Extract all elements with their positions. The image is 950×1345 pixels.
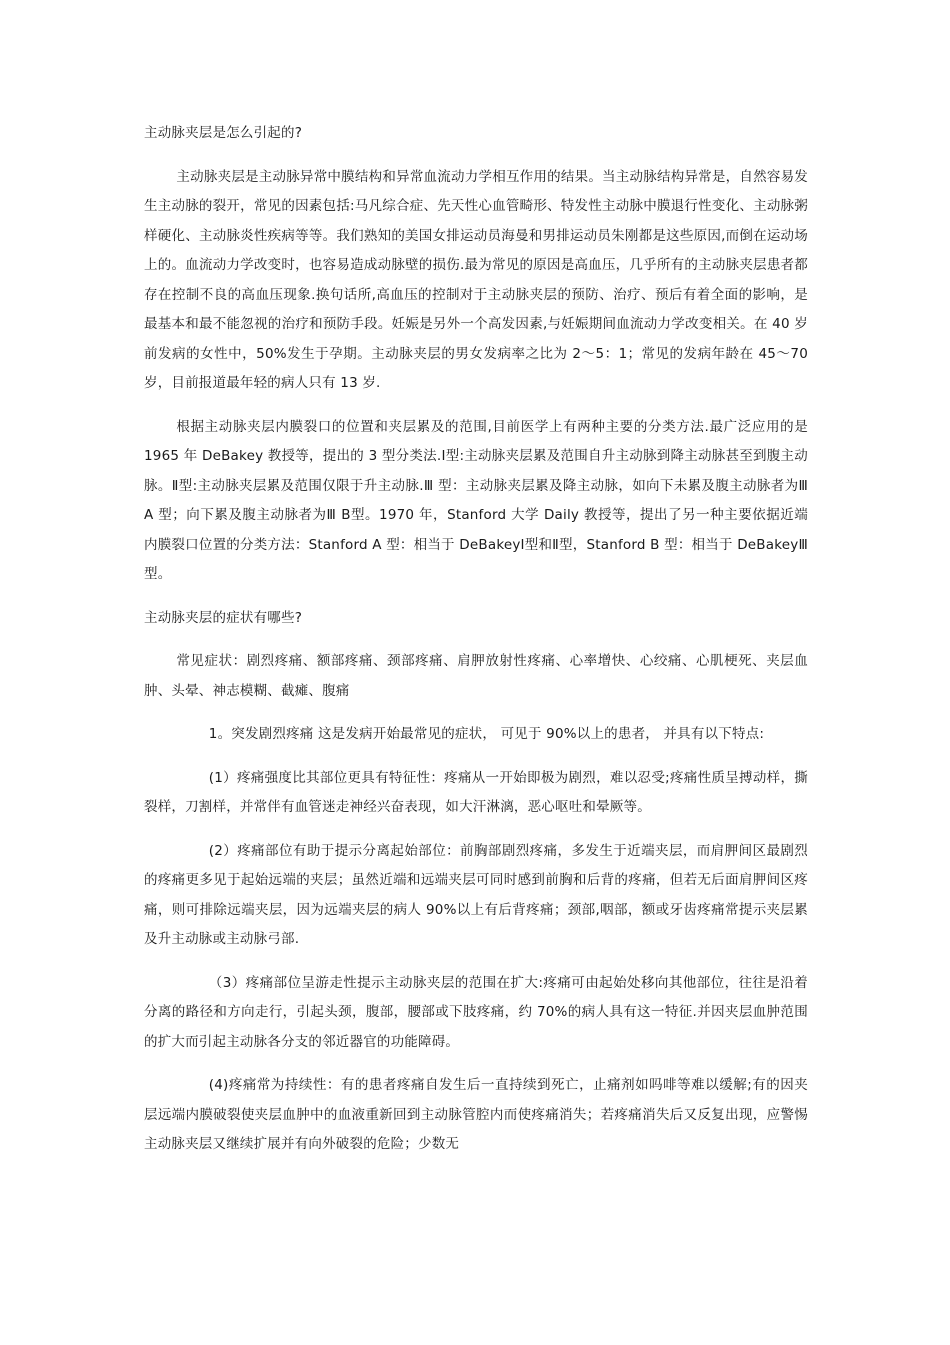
paragraph-causes: 主动脉夹层是主动脉异常中膜结构和异常血流动力学相互作用的结果。当主动脉结构异常是，自然容易发生主动脉的裂开，常见的因素包括:马凡综合症、先天性心血管畸形、特发性主动脉中膜退行性变化、主动脉粥样硬化、主动脉炎性疾病等等。我们熟知的美国女排运动员海曼和男排运动员朱刚都是这些原因,而倒在运动场上的。血流动力学改变时，也容易造成动脉壁的损伤.最为常见的原因是高血压，几乎所有的主动脉夹层患者都存在控制不良的高血压现象.换句话所,高血压的控制对于主动脉夹层的预防、治疗、预后有着全面的影响，是最基本和最不能忽视的治疗和预防手段。妊娠是另外一个高发因素,与妊娠期间血流动力学改变相关。在 40 岁前发病的女性中，50%发生于孕期。主动脉夹层的男女发病率之比为 2～5：1；常见的发病年龄在 45～70 岁，目前报道最年轻的病人只有 13 岁. [144, 168, 808, 391]
document-body [144, 119, 808, 1174]
list-item-pain-persistence: (4)疼痛常为持续性：有的患者疼痛自发生后一直持续到死亡，止痛剂如吗啡等难以缓解;有的因夹层远端内膜破裂使夹层血肿中的血液重新回到主动脉管腔内而使疼痛消失；若疼痛消失后又反复出现，应警惕主动脉夹层又继续扩展并有向外破裂的危险；少数无 [144, 1077, 808, 1152]
paragraph-common-symptoms: 常见症状：剧烈疼痛、额部疼痛、颈部疼痛、肩胛放射性疼痛、心率增快、心绞痛、心肌梗死、夹层血肿、头晕、神志模糊、截瘫、腹痛 [144, 653, 808, 699]
list-item-pain-migration: （3）疼痛部位呈游走性提示主动脉夹层的范围在扩大:疼痛可由起始处移向其他部位，往往是沿着分离的路径和方向走行，引起头颈，腹部，腰部或下肢疼痛，约 70%的病人具有这一特征.并因夹层血肿范围的扩大而引起主动脉各分支的邻近器官的功能障碍。 [144, 974, 808, 1050]
list-item-sudden-pain: 1。突发剧烈疼痛 这是发病开始最常见的症状， 可见于 90%以上的患者， 并具有以下特点: [208, 726, 765, 742]
section-heading-causes: 主动脉夹层是怎么引起的? [144, 125, 303, 141]
list-item-pain-intensity: (1）疼痛强度比其部位更具有特征性：疼痛从一开始即极为剧烈，难以忍受;疼痛性质呈搏动样，撕裂样，刀割样，并常伴有血管迷走神经兴奋表现，如大汗淋漓，恶心呕吐和晕厥等。 [144, 769, 808, 815]
section-heading-symptoms: 主动脉夹层的症状有哪些? [144, 609, 303, 626]
paragraph-classification: 根据主动脉夹层内膜裂口的位置和夹层累及的范围,目前医学上有两种主要的分类方法.最广泛应用的是 1965 年 DeBakey 教授等，提出的 3 型分类法.Ⅰ型:主动脉夹层累及范围自升主动脉到降主动脉甚至到腹主动脉。Ⅱ型:主动脉夹层累及范围仅限于升主动脉.Ⅲ 型：主动脉夹层累及降主动脉，如向下未累及腹主动脉者为Ⅲ A 型；向下累及腹主动脉者为Ⅲ B型。1970 年，Stanford 大学 Daily 教授等，提出了另一种主要依据近端内膜裂口位置的分类方法：Stanford A 型：相当于 DeBakeyⅠ型和Ⅱ型，Stanford B 型：相当于 DeBakeyⅢ型。 [144, 418, 808, 582]
list-item-pain-location: (2）疼痛部位有助于提示分离起始部位：前胸部剧烈疼痛，多发生于近端夹层，而肩胛间区最剧烈的疼痛更多见于起始远端的夹层；虽然近端和远端夹层可同时感到前胸和后背的疼痛，但若无后面肩胛间区疼痛，则可排除远端夹层，因为远端夹层的病人 90%以上有后背疼痛；颈部,咽部，额或牙齿疼痛常提示夹层累及升主动脉或主动脉弓部. [144, 842, 808, 947]
